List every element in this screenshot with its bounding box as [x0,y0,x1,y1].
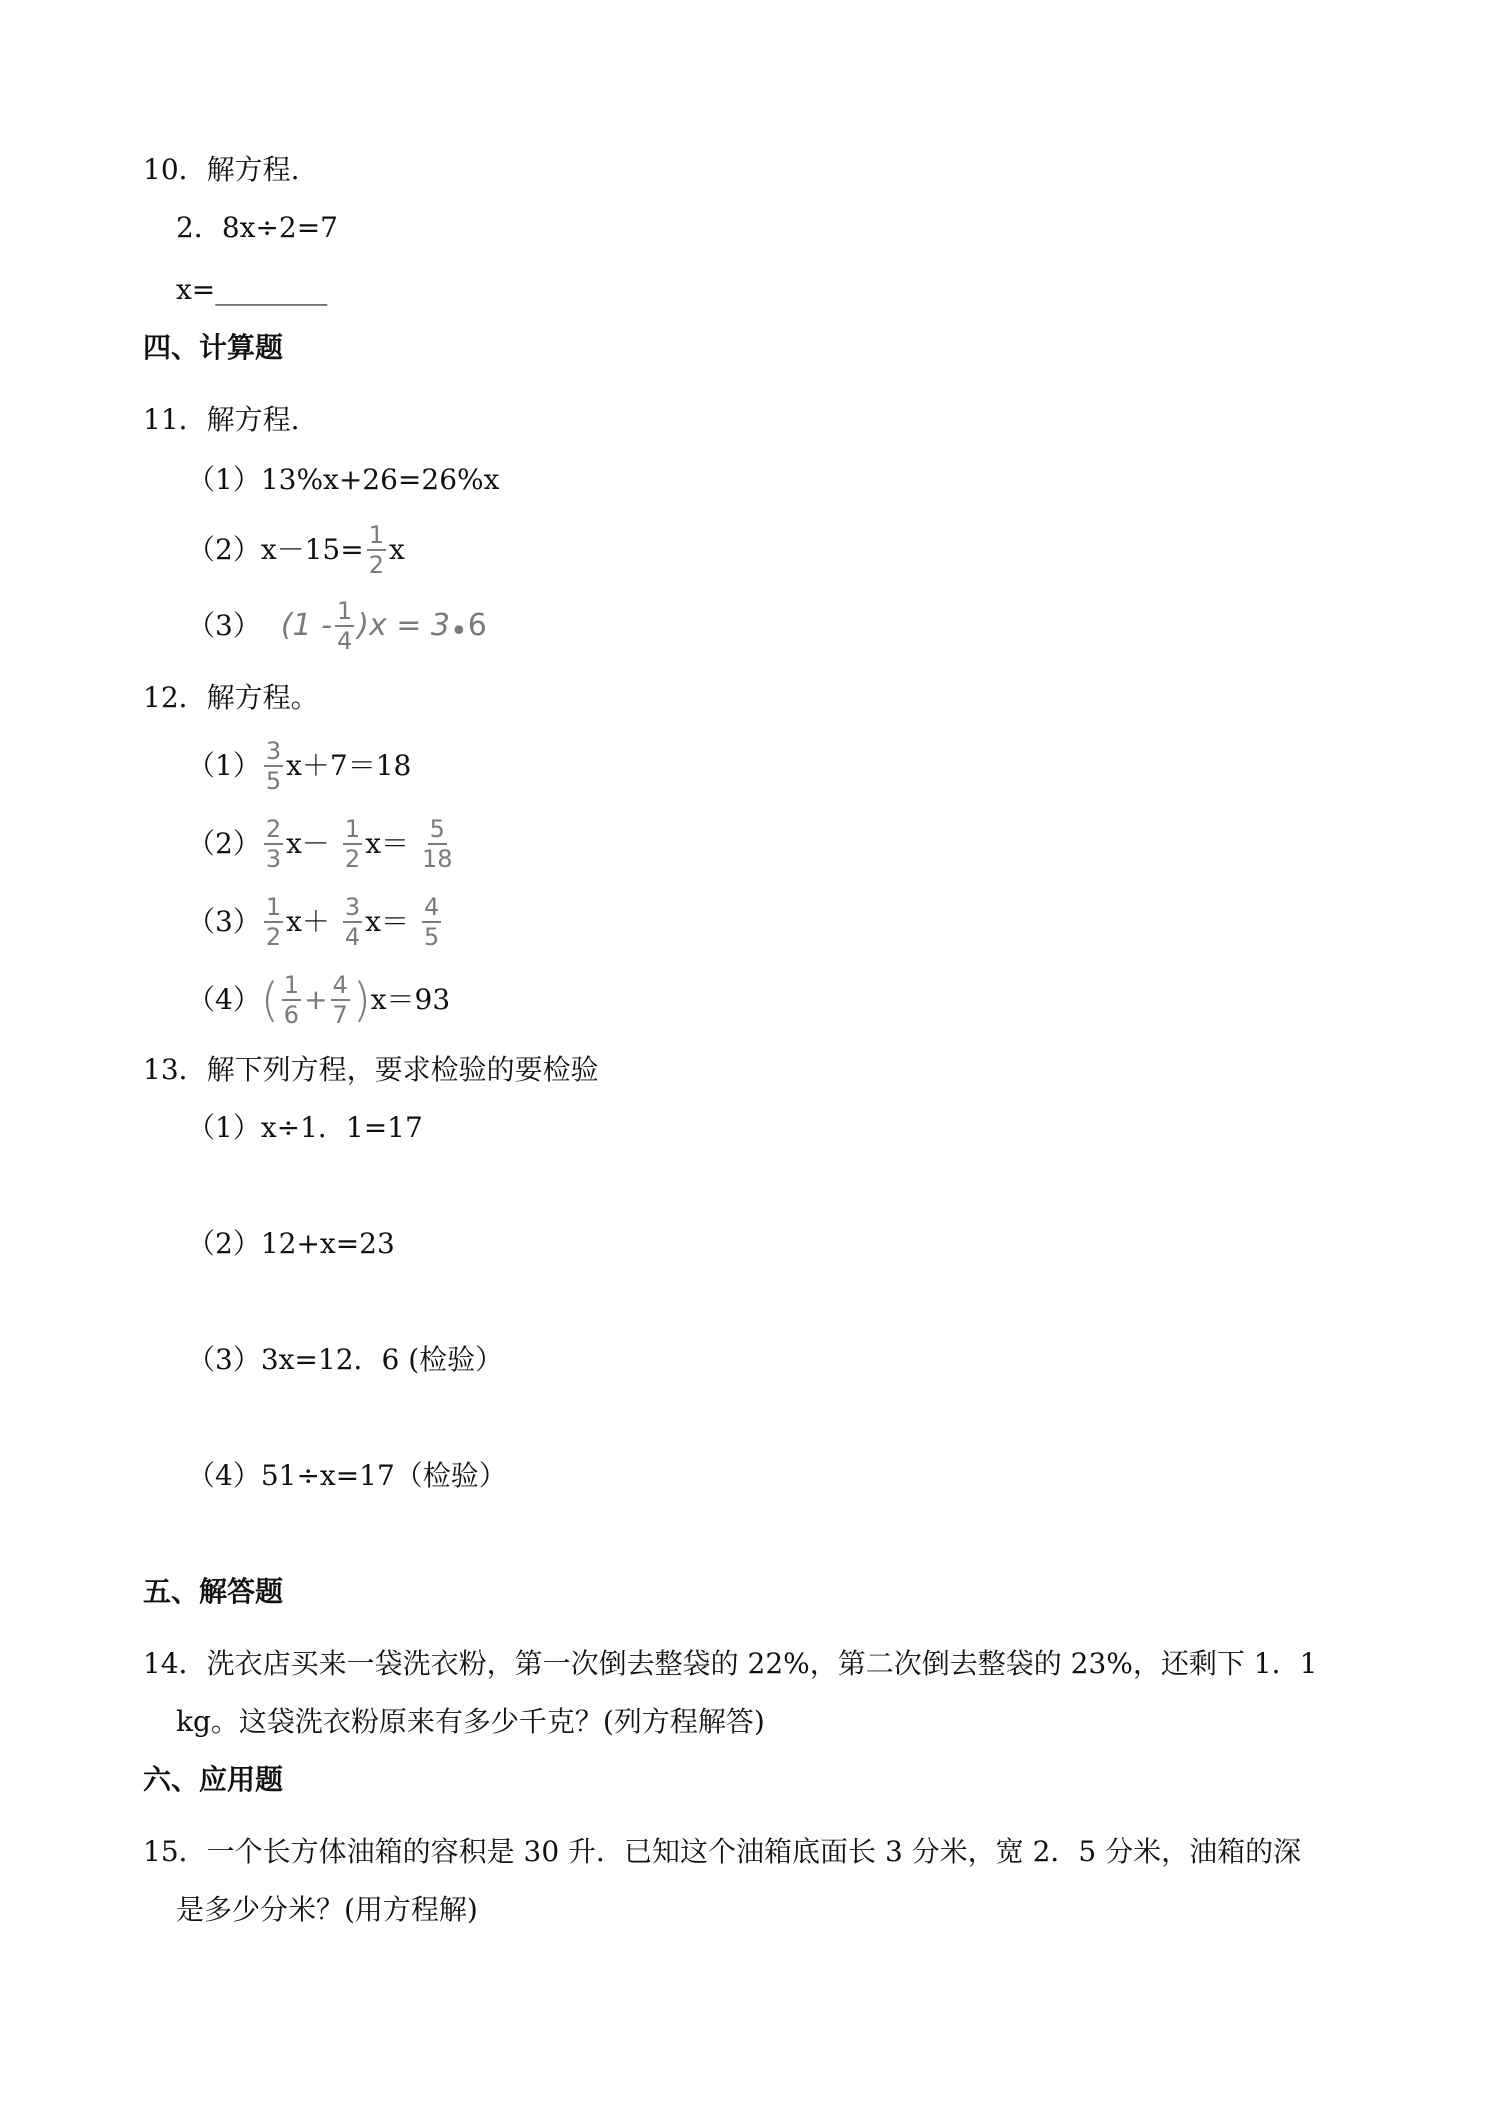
equation-text: x－15= [260,533,364,566]
close-paren: ) [352,973,371,1027]
denominator: 2 [368,551,384,579]
denominator: 18 [421,845,453,873]
fraction [419,817,456,871]
plus-sign: + [304,983,328,1016]
fraction [261,817,286,871]
denominator: 5 [423,923,440,951]
q12-part2 [187,814,456,874]
denominator: 4 [344,923,361,951]
equation-text: (1 - [280,608,332,643]
section-heading: 六、应用题 [143,1763,284,1796]
denominator: 5 [265,767,282,795]
q10-answer-blank: x=________ [176,273,328,306]
part-label: （2） [187,533,261,566]
fraction [261,895,286,949]
decimal-dot: • [450,614,468,649]
equation-text: x＝ [365,827,409,860]
denominator: 2 [344,845,361,873]
denominator: 3 [265,845,282,873]
part-label: （4） [187,983,261,1016]
fraction [340,895,365,949]
q12-title: 12．解方程。 [143,681,319,714]
q13-part3: （3）3x=12．6 (检验） [187,1343,504,1376]
section-heading: 五、解答题 [143,1575,284,1608]
fraction [332,599,357,653]
numerator: 4 [423,893,440,921]
part-label: （3） [187,609,261,642]
numerator: 1 [336,597,353,625]
denominator: 6 [283,1001,300,1029]
part-label: （3） [187,905,261,938]
denominator: 7 [332,1001,348,1029]
numerator: 3 [344,893,361,921]
numerator: 3 [265,737,282,765]
q10-title: 10．解方程. [143,153,300,186]
q13-part1: （1）x÷1．1=17 [187,1111,423,1144]
open-paren: ( [260,973,279,1027]
equation-text: x＋7＝18 [286,749,412,782]
q11-title: 11．解方程. [143,403,300,436]
fraction [419,895,444,949]
q12-part4 [187,970,450,1030]
q12-part1 [187,736,411,796]
q13-part4: （4）51÷x=17（检验） [187,1459,507,1492]
fraction [364,523,389,577]
equation-text: x＝93 [370,983,451,1016]
fraction [328,973,353,1027]
numerator: 1 [265,893,282,921]
denominator: 4 [336,627,353,655]
q12-part3 [187,892,444,952]
equation-text: x＋ [286,905,330,938]
q14-line2: kg。这袋洗衣粉原来有多少千克？(列方程解答) [176,1705,765,1738]
numerator: 4 [332,971,348,999]
q10-equation: 2．8x÷2=7 [176,211,338,244]
q15-line1: 15．一个长方体油箱的容积是 30 升．已知这个油箱底面长 3 分米，宽 2．5 分米，油箱的深 [143,1835,1302,1868]
q13-part2: （2）12+x=23 [187,1227,395,1260]
numerator: 1 [344,815,361,843]
equation-text: )x = 3 [357,608,451,643]
q11-part2 [187,520,405,580]
part-label: （1） [187,749,261,782]
fraction [340,817,365,871]
q11-part1: （1）13%x+26=26%x [187,463,500,496]
q15-line2: 是多少分米？(用方程解) [176,1893,478,1926]
denominator: 2 [265,923,282,951]
equation-text: 6 [467,608,487,643]
q14-line1: 14．洗衣店买来一袋洗衣粉，第一次倒去整袋的 22%，第二次倒去整袋的 23%，还剩下 1．1 [143,1647,1318,1680]
equation-text: x [389,533,405,566]
q11-part3 [187,596,487,656]
fraction [279,973,304,1027]
numerator: 2 [265,815,282,843]
q13-title: 13．解下列方程，要求检验的要检验 [143,1053,599,1086]
equation-text: x－ [286,827,330,860]
numerator: 1 [368,521,384,549]
equation-text: x＝ [365,905,409,938]
section-heading: 四、计算题 [143,331,284,364]
numerator: 5 [429,815,445,843]
numerator: 1 [283,971,300,999]
fraction [261,739,286,793]
part-label: （2） [187,827,261,860]
